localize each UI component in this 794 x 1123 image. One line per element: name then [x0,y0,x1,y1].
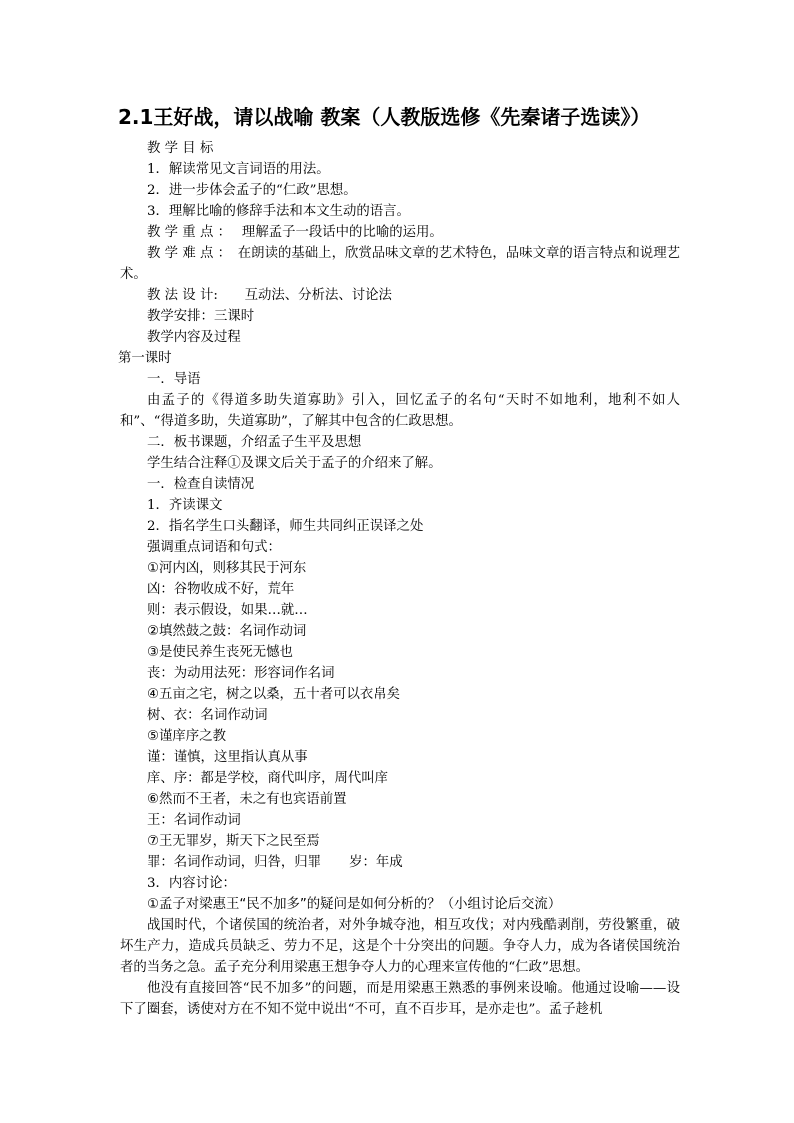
example-5: ⑤谨庠序之教 [147,729,226,744]
example-6: ⑥然而不王者，未之有也宾语前置 [147,792,347,807]
teaching-arrangement: 教学安排：三课时 [147,309,255,324]
discussion-paragraph-1: 战国时代，个诸侯国的统治者，对外争城夺池，相互攻伐；对内残酷剥削，劳役繁重，破坏生产力，造成兵员缺乏、劳力不足，这是个十分突出的问题。争夺人力，成为各诸侯国统治者的当务之急。孟子充分利用梁惠王想争夺人力的心理来宣传他的“仁政”思想。 [120,918,680,975]
check-item-1: 1．齐读课文 [147,498,223,513]
example-7-note-b: 岁：年成 [349,855,403,870]
teaching-method: 教 法 设 计: 互动法、分析法、讨论法 [147,288,392,303]
topic-paragraph: 学生结合注释①及课文后关于孟子的介绍来了解。 [147,456,442,471]
goals-heading: 教 学 目 标 [147,141,214,156]
lesson-one-heading: 第一课时 [118,351,172,366]
example-3-note: 丧：为动用法死：形容词作名词 [147,666,335,681]
example-1: ①河内凶，则移其民于河东 [147,561,307,576]
discussion-paragraph-2: 他没有直接回答“民不加多”的问题，而是用梁惠王熟悉的事例来设喻。他通过设喻——设下了圈套，诱使对方在不知不觉中说出“不可，直不百步耳，是亦走也”。孟子趁机 [120,981,680,1017]
check-item-2: 2．指名学生口头翻译，师生共同纠正误译之处 [147,519,424,534]
goal-1: 1．解读常见文言词语的用法。 [147,162,330,177]
example-7: ⑦王无罪岁，斯天下之民至焉 [147,834,320,849]
goal-3: 3．理解比喻的修辞手法和本文生动的语言。 [147,204,410,219]
discussion-question-1: ①孟子对梁惠王“民不加多”的疑问是如何分析的？（小组讨论后交流） [147,897,562,912]
example-7-note-a: 罪：名词作动词，归咎，归罪 [147,855,322,870]
example-4: ④五亩之宅，树之以桑，五十者可以衣帛矣 [147,687,401,702]
emphasis-heading: 强调重点词语和句式： [147,540,281,555]
example-5-note-b: 庠、序：都是学校，商代叫序，周代叫庠 [147,771,389,786]
document-body [120,138,680,1020]
example-7-notes [120,852,680,873]
section-intro: 一．导语 [147,372,201,387]
intro-paragraph: 由孟子的《得道多助失道寡助》引入，回忆孟子的名句“天时不如地利，地利不如人和”、“得道多助，失道寡助”，了解其中包含的仁政思想。 [120,393,680,429]
teaching-content: 教学内容及过程 [147,330,241,345]
example-3: ③是使民养生丧死无憾也 [147,645,293,660]
example-1-note-b: 则：表示假设，如果…就… [147,603,308,618]
example-2: ②填然鼓之鼓：名词作动词 [147,624,307,639]
key-points: 教 学 重 点 ： 理解孟子一段话中的比喻的运用。 [147,225,443,240]
example-6-note: 王：名词作动词 [147,813,241,828]
example-1-note-a: 凶：谷物收成不好，荒年 [147,582,295,597]
difficult-points: 教 学 难 点 ： 在朗读的基础上，欣赏品味文章的艺术特色，品味文章的语言特点和说理艺术。 [120,246,680,282]
section-topic: 二．板书课题，介绍孟子生平及思想 [147,435,362,450]
example-4-note: 树、衣：名词作动词 [147,708,268,723]
goal-2: 2．进一步体会孟子的“仁政”思想。 [147,183,357,198]
section-check: 一．检查自读情况 [147,477,255,492]
example-5-note-a: 谨：谨慎，这里指认真从事 [147,750,308,765]
document-title: 2.1王好战，请以战喻 教案（人教版选修《先秦诸子选读》） [118,105,651,129]
discussion-heading: 3．内容讨论： [147,876,236,891]
